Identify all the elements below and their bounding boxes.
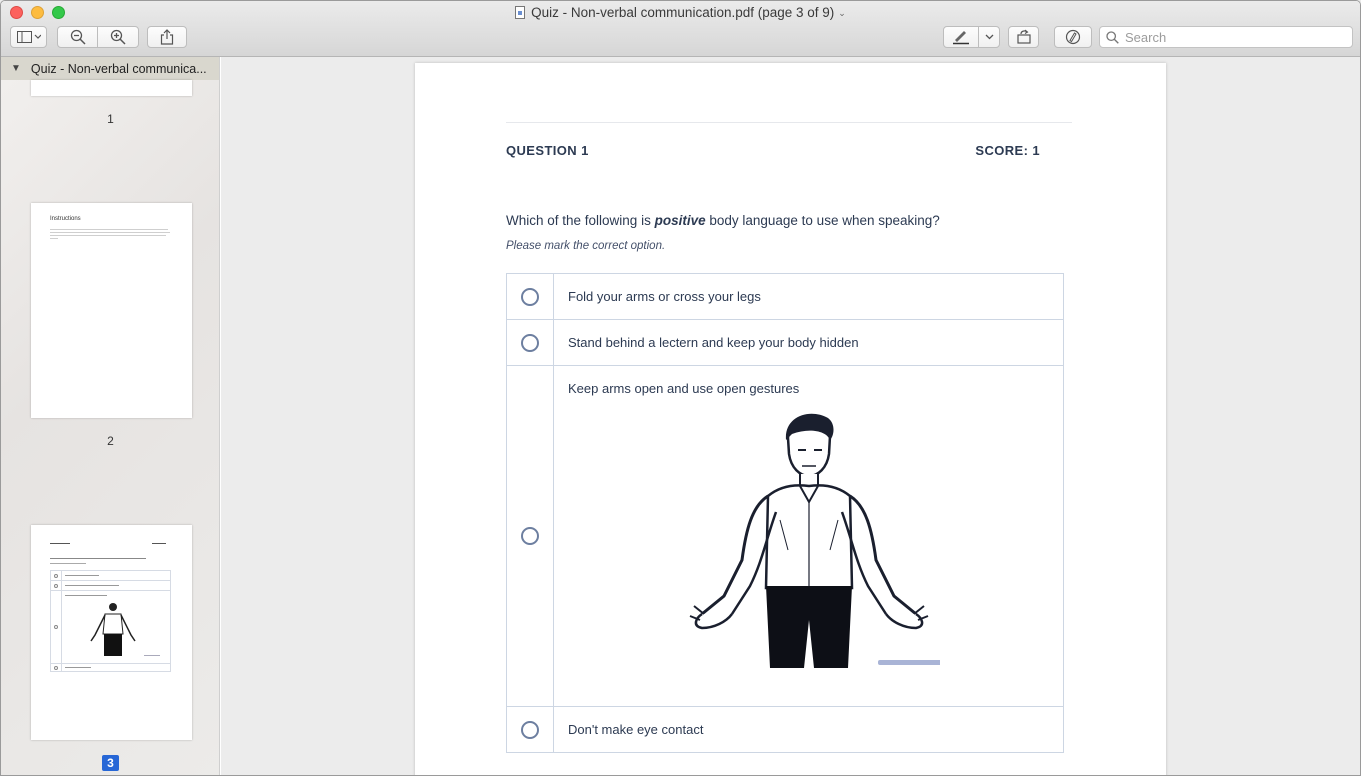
search-icon [1106,31,1119,44]
thumbnail-text-line [50,563,86,564]
option-label: Stand behind a lectern and keep your body hidden [568,335,859,350]
document-view[interactable] [221,57,1361,776]
thumbnail-person-illustration [85,601,141,657]
close-window-button[interactable] [10,6,23,19]
radio-button[interactable] [521,288,539,306]
window-title[interactable] [1,4,1360,22]
option-label: Keep arms open and use open gestures [568,381,800,396]
chevron-down-icon [985,34,994,40]
question-label: QUESTION 1 [506,143,589,158]
chevron-down-icon: ⌄ [838,8,846,18]
zoom-out-icon [70,29,86,45]
sidebar-view-button[interactable] [10,26,47,48]
thumbnail-text-line [50,558,146,559]
share-button[interactable] [147,26,187,48]
divider [506,122,1072,123]
radio-button[interactable] [521,527,539,545]
prompt-text-before: Which of the following is [506,213,655,228]
page-number-1: 1 [107,112,114,126]
prompt-text-after: body language to use when speaking? [705,213,940,228]
thumbnail-sidebar [1,57,220,776]
question-instruction: Please mark the correct option. [506,240,666,252]
minimize-window-button[interactable] [31,6,44,19]
thumbnail-text-line [50,238,58,239]
thumbnail-text-line [50,235,166,236]
rotate-icon [1016,29,1032,45]
thumbnail-options-box [50,570,171,672]
page-thumbnail-2[interactable] [31,203,192,418]
selected-page-badge: 3 [102,755,119,771]
zoom-in-icon [110,29,126,45]
thumbnail-text-line [50,232,170,233]
highlight-options-button[interactable] [978,26,1000,48]
answer-option-2[interactable] [506,320,1064,366]
radio-button[interactable] [521,334,539,352]
answer-option-4[interactable] [506,707,1064,753]
radio-button[interactable] [521,721,539,739]
window-title-text: Quiz - Non-verbal communication.pdf (page 3 of 9) [531,5,835,20]
open-gestures-illustration [680,410,940,672]
prompt-emphasis: positive [654,213,706,228]
sidebar-document-header[interactable] [1,57,220,80]
thumbnail-text-line [152,543,166,544]
option-label: Don't make eye contact [568,722,704,737]
answer-options [506,273,1064,753]
option-content [554,366,1063,706]
zoom-out-button[interactable] [57,26,98,48]
page-number-2: 2 [107,434,114,448]
radio-cell [507,320,554,365]
zoom-window-button[interactable] [52,6,65,19]
page-thumbnail-3[interactable] [31,525,192,740]
markup-icon [1065,29,1081,45]
question-prompt [506,213,940,228]
thumbnail-text-line [50,229,168,230]
radio-cell [507,366,554,706]
title-bar [1,1,1360,57]
share-icon [160,29,174,45]
sidebar-document-title: Quiz - Non-verbal communica... [30,61,207,76]
radio-cell [507,707,554,752]
markup-toolbar-button[interactable] [1054,26,1092,48]
disclosure-triangle-icon[interactable]: ▼ [11,63,21,74]
rotate-button[interactable] [1008,26,1039,48]
pdf-document-icon [515,6,525,19]
answer-option-1[interactable] [506,273,1064,320]
question-score: SCORE: 1 [975,143,1040,158]
search-input[interactable] [1125,30,1345,45]
sidebar-icon [17,31,41,43]
zoom-in-button[interactable] [97,26,139,48]
radio-cell [507,274,554,319]
thumbnail-heading: Instructions [50,216,81,222]
pdf-page [415,63,1166,776]
pen-icon [952,29,970,45]
page-number-3-selected [1,755,220,771]
page-thumbnail-1[interactable] [31,80,192,96]
highlight-button[interactable] [943,26,979,48]
option-label: Fold your arms or cross your legs [568,289,761,304]
thumbnail-text-line [50,543,70,544]
search-field[interactable] [1099,26,1353,48]
answer-option-3[interactable] [506,366,1064,707]
